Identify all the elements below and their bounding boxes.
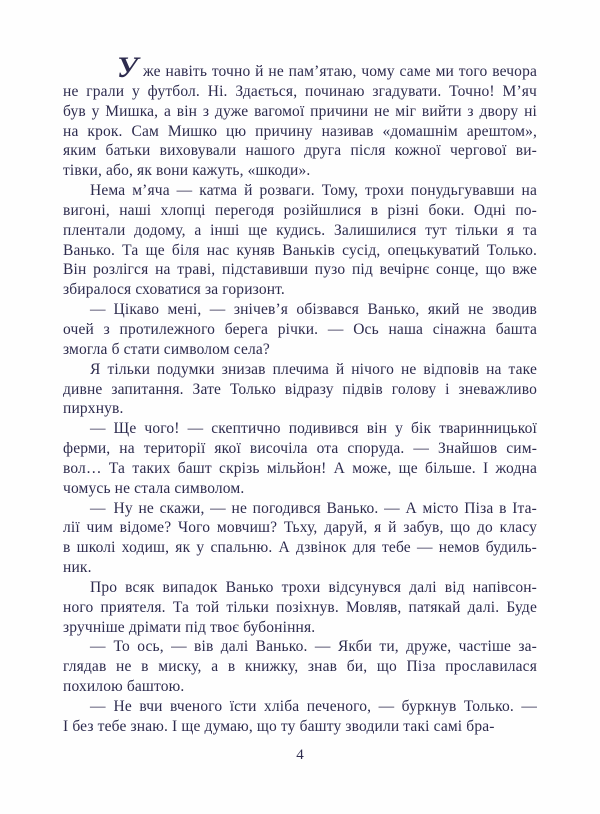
text-line: яким батьки виховували нашого друга після кожної чергової ви- (63, 142, 537, 160)
text-line: на крок. Сам Мишко цю причину називав «домашнім арештом», (63, 122, 537, 140)
page-number: 4 (296, 747, 304, 763)
text-line: Ванько. Та ще біля нас куняв Ваньків сусід, опецькуватий Только. (63, 241, 537, 259)
paragraph (63, 637, 537, 697)
text-line: зручніше дрімати під твоє бубоніння. (63, 618, 316, 636)
text-line: змогла б стати символом села? (63, 340, 270, 358)
text-line: Він розлігся на траві, підставивши пузо під вечірнє сонце, що вже (63, 261, 537, 279)
page-footer (0, 746, 600, 764)
text-line: ник. (63, 559, 92, 577)
text-line: плентали додому, а інші ще кудись. Залишилися тут тільки я та (63, 221, 537, 239)
paragraph (63, 499, 537, 578)
initial-letter: У (117, 51, 139, 84)
text-line: — Ще чого! — скептично подивився він у бік тваринницької (90, 420, 537, 438)
paragraph (63, 360, 537, 420)
text-line: похилою баштою. (63, 678, 185, 696)
text-line: в школі ходиш, як у спальню. А дзвінок для тебе — немов будиль- (63, 539, 537, 557)
text-line: Нема м’яча — катма й розваги. Тому, трохи понудьгувавши на (90, 182, 537, 200)
paragraph (63, 51, 537, 181)
text-block (63, 51, 537, 737)
text-line: очей з протилежного берега річки. — Ось наша сінажна башта (63, 320, 537, 338)
text-line: — То ось, — вів далі Ванько. — Якби ти, друже, частіше за- (90, 638, 537, 656)
text-line: Про всяк випадок Ванько трохи відсунувся далі від напівсон- (90, 578, 537, 596)
text-line: тівки, або, як вони кажуть, «шкоди». (63, 162, 311, 180)
paragraph (63, 578, 537, 638)
text-line: Уже навіть точно й не пам’ятаю, чому саме ми того вечора (63, 60, 537, 82)
text-line: — Не вчи вченого їсти хліба печеного, — буркнув Только. — (90, 698, 537, 715)
text-line: дивне запитання. Зате Только відразу підвів голову і зневажливо (63, 380, 537, 398)
text-line: збиралося сховатися за горизонт. (63, 281, 285, 299)
text-line: чомусь не стала символом. (63, 479, 245, 497)
paragraph (63, 697, 537, 737)
text-line: вигоні, наші хлопці перегодя розійшлися в різні боки. Одні по- (63, 201, 537, 219)
paragraph (63, 419, 537, 498)
paragraph (63, 300, 537, 360)
text-line: був у Мишка, а він з дуже вагомої причини не міг вийти з двору ні (63, 102, 537, 120)
text-line: — Цікаво мені, — знічев’я обізвався Ванько, який не зводив (90, 301, 537, 319)
text-line: Я тільки подумки знизав плечима й нічого не відповів на таке (90, 360, 537, 378)
text-line: не грали у футбол. Ні. Здається, починаю згадувати. Точно! М’яч (63, 82, 537, 100)
text-line: вол… Та таких башт скрізь мільйон! А може, ще більше. І жодна (63, 459, 537, 477)
text-line: І без тебе знаю. І ще думаю, що ту башту зводили такі самі бра- (63, 717, 495, 735)
text-line: лії чим відоме? Чого мовчиш? Тьху, даруй, я й забув, що до класу (63, 519, 537, 537)
text-line: — Ну не скажи, — не погодився Ванько. — А місто Піза в Іта- (90, 499, 537, 517)
text-line: ного приятеля. Та той тільки позіхнув. Мовляв, патякай далі. Буде (63, 598, 537, 616)
text-line: ферми, на території якої височіла ота споруда. — Знайшов сим- (63, 440, 537, 458)
text-line: пирхнув. (63, 400, 124, 418)
paragraph (63, 181, 537, 300)
text-line: глядав не в миску, а в книжку, знав би, що Піза прославилася (63, 658, 537, 676)
